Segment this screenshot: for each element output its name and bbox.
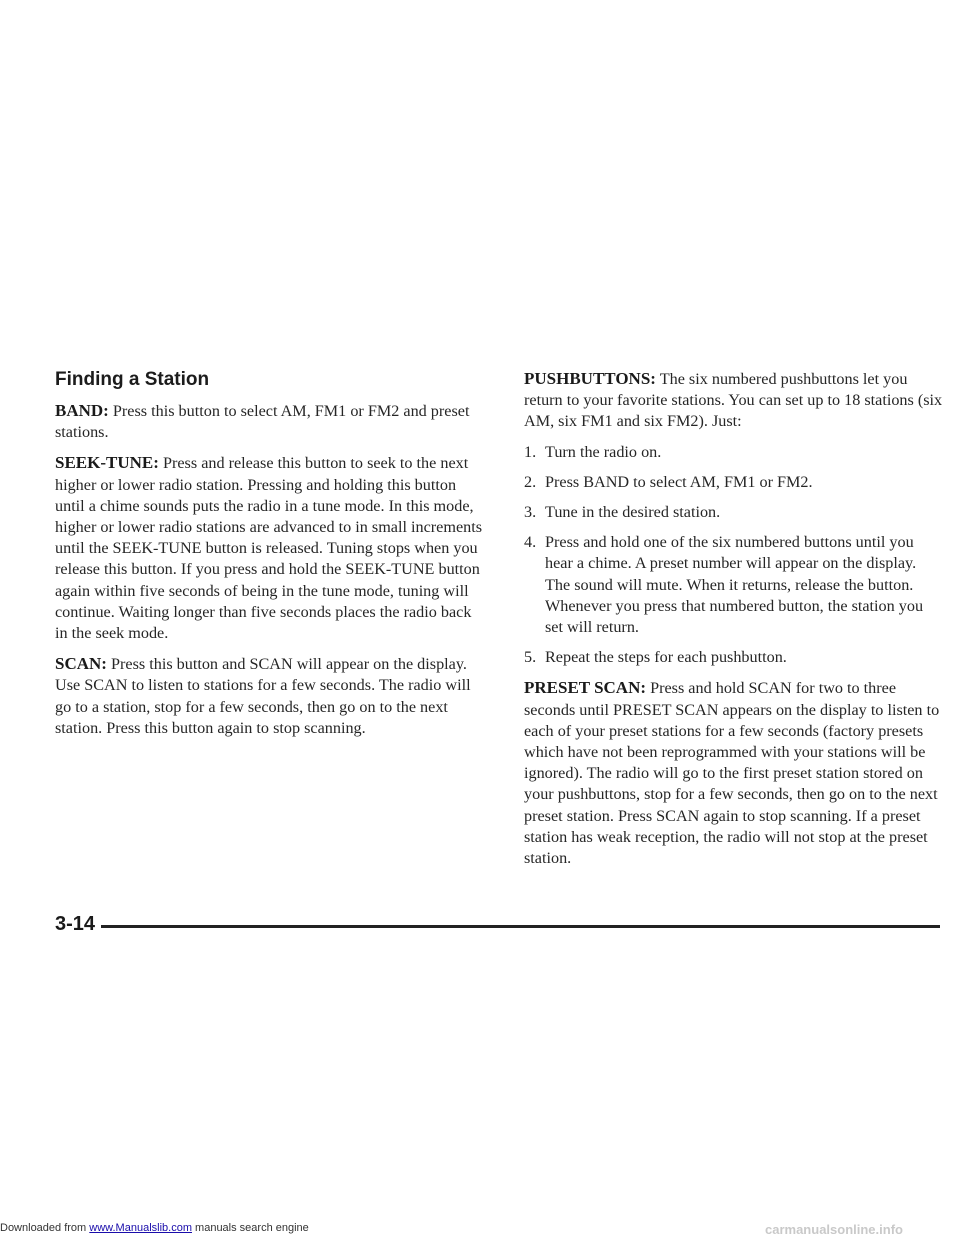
manualslib-link[interactable]: www.Manualslib.com <box>89 1222 192 1234</box>
step-text: Press and hold one of the six numbered buttons until you hear a chime. A preset number will appear on the display. The sound will mute. When it returns, release the button. Whenever you press that numbered button, the station you set will return. <box>545 533 924 637</box>
step-text: Repeat the steps for each pushbutton. <box>545 648 787 667</box>
scan-text: Press this button and SCAN will appear on the display. Use SCAN to listen to stations for a few seconds. The radio will go to a station, stop for a few seconds, then go on to the next station. Press this button again to stop scanning. <box>55 655 471 737</box>
pushbuttons-paragraph <box>524 368 944 433</box>
seek-tune-term: SEEK-TUNE: <box>55 453 159 473</box>
preset-scan-text: Press and hold SCAN for two to three seconds until PRESET SCAN appears on the display to listen to each of your preset stations for a few seconds (factory presets which have not been reprogrammed with your stations will be ignored). The radio will go to the first preset station stored on your pushbuttons, stop for a few seconds, then go on to the next preset station. Press SCAN again to stop scanning. If a preset station has weak reception, the radio will not stop at the preset station. <box>524 679 940 868</box>
step-item <box>524 532 944 638</box>
preset-scan-paragraph <box>524 677 944 869</box>
step-item <box>524 502 944 523</box>
preset-scan-term: PRESET SCAN: <box>524 678 647 698</box>
brand-watermark: carmanualsonline.info <box>765 1222 903 1237</box>
right-column <box>524 368 944 878</box>
step-number: 4. <box>524 533 537 552</box>
pushbuttons-text: The six numbered pushbuttons let you return to your favorite stations. You can set up to 18 stations (six AM, six FM1 and six FM2). Just: <box>524 370 943 431</box>
step-item <box>524 647 944 668</box>
step-number: 5. <box>524 648 537 667</box>
scan-paragraph <box>55 653 485 739</box>
page-number: 3-14 <box>55 913 96 935</box>
pushbuttons-term: PUSHBUTTONS: <box>524 369 656 388</box>
page-footer <box>55 913 940 936</box>
step-number: 3. <box>524 503 537 522</box>
download-watermark <box>0 1222 309 1234</box>
step-number: 1. <box>524 442 537 461</box>
band-text: Press this button to select AM, FM1 or FM2 and preset stations. <box>55 402 470 442</box>
watermark-suffix: manuals search engine <box>191 1222 309 1234</box>
left-column <box>55 368 485 748</box>
step-number: 2. <box>524 472 537 491</box>
step-item <box>524 472 944 493</box>
seek-tune-text: Press and release this button to seek to the next higher or lower radio station. Pressing and holding this button until a chime sounds puts the radio in a tune mode. In this mode, higher or lower radio stations are advanced to in small increments until the SEEK-TUNE button is released. Tuning stops when you release this button. If you press and hold the SEEK-TUNE button again within five seconds of being in the tune mode, tuning will continue. Waiting longer than five seconds places the radio back in the seek mode. <box>55 454 483 643</box>
scan-term: SCAN: <box>55 654 107 674</box>
preset-steps-list <box>524 442 944 669</box>
footer-rule <box>101 925 940 928</box>
band-term: BAND: <box>55 401 109 420</box>
seek-tune-paragraph <box>55 452 485 644</box>
band-paragraph <box>55 400 485 443</box>
step-text: Turn the radio on. <box>545 442 662 461</box>
step-item <box>524 442 944 463</box>
step-text: Press BAND to select AM, FM1 or FM2. <box>545 472 813 491</box>
watermark-prefix: Downloaded from <box>0 1222 90 1234</box>
section-heading: Finding a Station <box>55 369 210 390</box>
step-text: Tune in the desired station. <box>545 503 721 522</box>
